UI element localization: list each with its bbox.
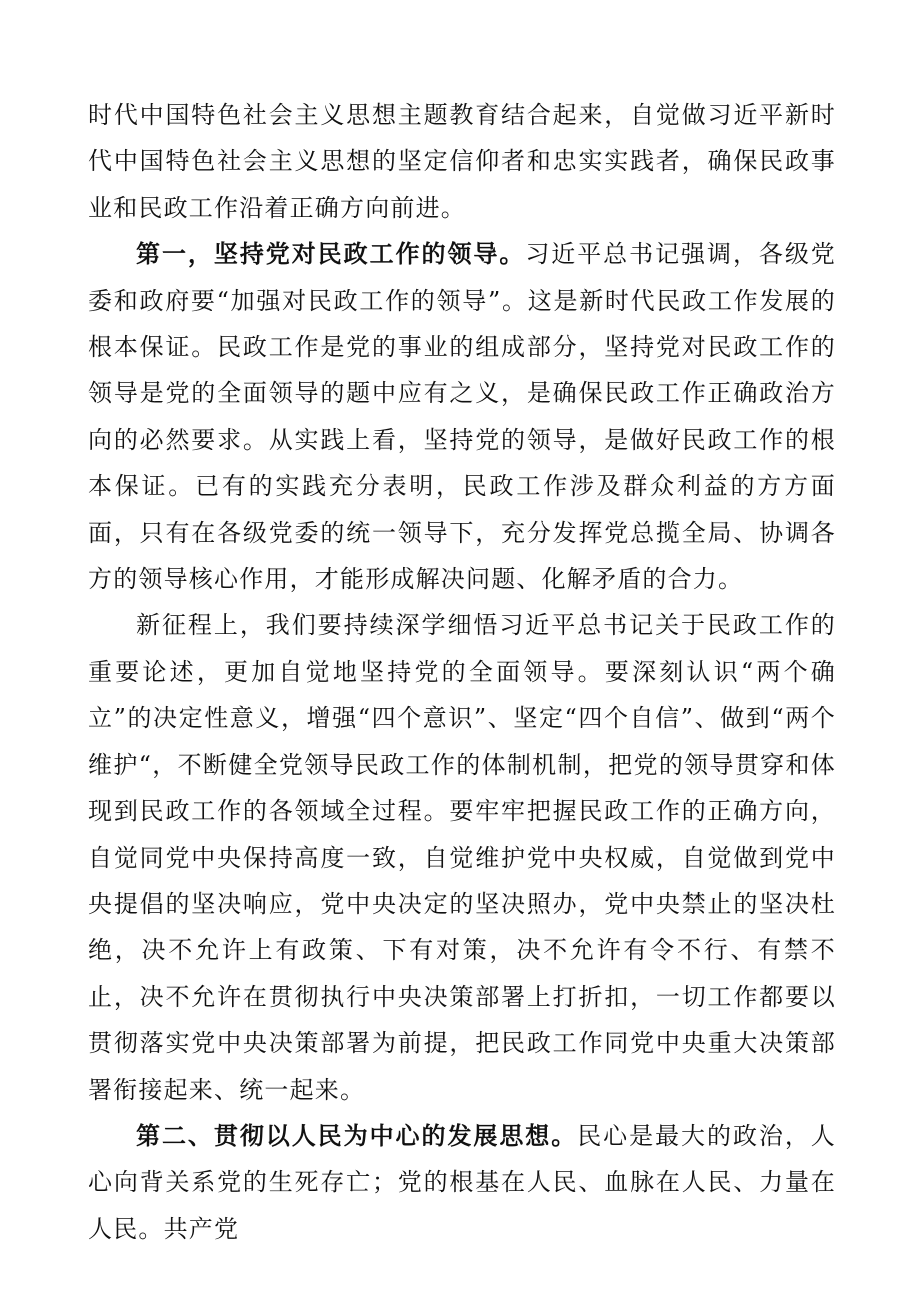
paragraph-people-centered xyxy=(88,1113,836,1252)
paragraph-heading: 第一，坚持党对民政工作的领导。 xyxy=(136,239,526,269)
paragraph-text: 民心是最大的政治，人心向背关系党的生死存亡；党的根基在人民、血脉在人民、力量在人民。共产党 xyxy=(88,1121,837,1243)
paragraph-text: 新征程上，我们要持续深学细悟习近平总书记关于民政工作的重要论述，更加自觉地坚持党的全面领导。要深刻认识“两个确立”的决定性意义，增强“四个意识”、坚定“四个自信”、做到“两个维护“，不断健全党领导民政工作的体制机制，把党的领导贯穿和体现到民政工作的各领域全过程。要牢牢把握民政工作的正确方向，自觉同党中央保持高度一致，自觉维护党中央权威，自觉做到党中央提倡的坚决响应，党中央决定的坚决照办，党中央禁止的坚决杜绝，决不允许上有政策、下有对策，决不允许有令不行、有禁不止，决不允许在贯彻执行中央决策部署上打折扣，一切工作都要以贯彻落实党中央决策部署为前提，把民政工作同党中央重大决策部署衔接起来、统一起来。 xyxy=(88,611,836,1104)
paragraph-party-leadership xyxy=(88,231,836,602)
paragraph-continuation xyxy=(88,92,836,231)
paragraph-text: 习近平总书记强调，各级党委和政府要“加强对民政工作的领导”。这是新时代民政工作发展的根本保证。民政工作是党的事业的组成部分，坚持党对民政工作的领导是党的全面领导的题中应有之义，是确保民政工作正确政治方向的必然要求。从实践上看，坚持党的领导，是做好民政工作的根本保证。已有的实践充分表明，民政工作涉及群众利益的方方面面，只有在各级党委的统一领导下，充分发挥党总揽全局、协调各方的领导核心作用，才能形成解决问题、化解矛盾的合力。 xyxy=(88,240,837,594)
paragraph-heading: 第二、贯彻以人民为中心的发展思想。 xyxy=(136,1120,578,1150)
paragraph-new-journey xyxy=(88,602,836,1112)
document-body xyxy=(88,92,836,1252)
paragraph-text: 时代中国特色社会主义思想主题教育结合起来，自觉做习近平新时代中国特色社会主义思想的坚定信仰者和忠实实践者，确保民政事业和民政工作沿着正确方向前进。 xyxy=(88,101,836,222)
